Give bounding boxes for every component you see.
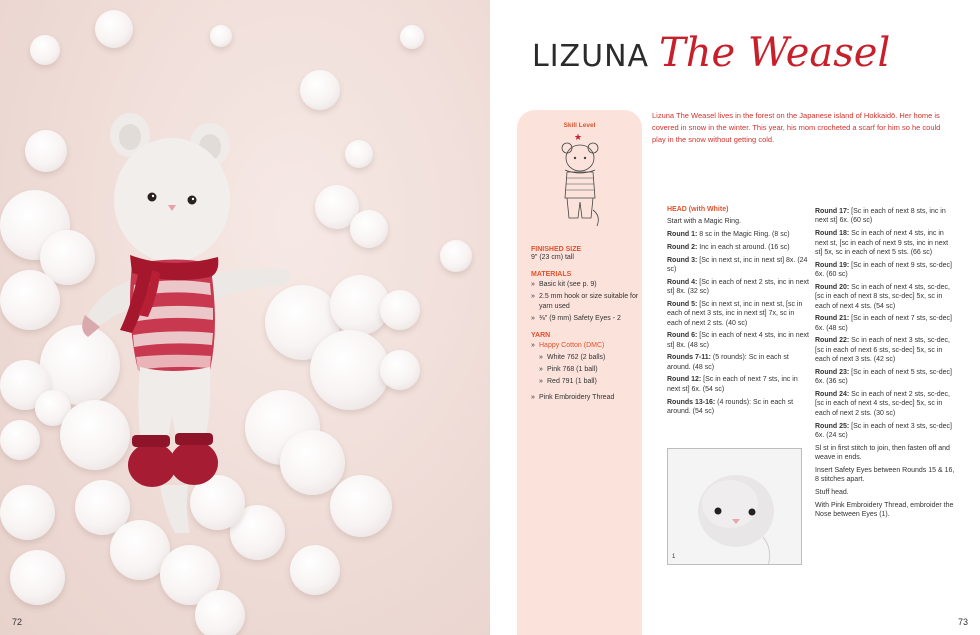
round-instructions: Sc in each of next 4 sts, sc-dec, [sc in each of next 8 sts, sc-dec] 5x, sc in each of next 4 sts. (54 sc) [815,283,951,310]
round-label: Round 24: [815,390,850,398]
finished-size-text: 9" (23 cm) tall [531,254,574,261]
materials-sidebar [517,110,642,635]
skill-level-label: Skill Level [563,122,596,129]
round-instructions: [Sc in each of next 4 sts, inc in next st] 8x. (48 sc) [667,332,809,349]
pompom [380,350,420,390]
round-label: Round 21: [815,315,850,323]
pattern-row [667,230,809,239]
crochet-head-illustration [668,449,802,565]
materials-item: » 2.5 mm hook or size suitable for yarn used [531,292,641,312]
round-instructions: [Sc in each of next 8 sts, inc in next st] 6x. (60 sc) [815,208,946,225]
yarn-color: » Red 791 (1 ball) [531,377,641,387]
round-label: Rounds 13-16: [667,398,716,406]
round-instructions: [Sc in each of next 5 sts, sc-dec] 6x. (36 sc) [815,368,952,386]
round-instructions: [Sc in each of next 7 sts, inc in next st] 6x. (54 sc) [667,376,798,393]
pattern-row [667,243,809,252]
round-instructions: [Sc in next st, inc in next st, [sc in each of next 3 sts, inc in next st] 7x, sc in each of next 2 sts. (40 sc) [667,300,803,327]
pattern-row [815,466,957,485]
title-main: LIZUNA [532,39,650,74]
title-script: The Weasel [659,30,891,76]
pattern-row [815,207,957,226]
pattern-row [815,314,957,333]
round-instructions: [Sc in each of next 9 sts, sc-dec] 6x. (60 sc) [815,261,952,279]
materials-item: » ⅜" (9 mm) Safety Eyes - 2 [531,314,641,324]
star-icon: ★ [574,132,583,142]
pattern-column-1 [667,205,809,420]
round-label: Round 1: [667,231,698,239]
round-instructions: Sl st in first stitch to join, then fasten off and weave in ends. [815,444,950,462]
round-label: Round 20: [815,283,850,291]
pattern-row [815,422,957,441]
pattern-row [667,398,809,417]
pattern-column-2 [815,207,957,523]
round-instructions: [Sc in next st, inc in next st] 8x. (24 sc) [667,256,808,273]
pompom [400,25,424,49]
yarn-extra: » Pink Embroidery Thread [531,393,641,403]
round-instructions: Sc in each of next 3 sts, sc-dec, [sc in each of next 6 sts, sc-dec] 5x, sc in each of next 3 sts. (42 sc) [815,337,951,364]
materials-heading: MATERIALS [531,271,572,278]
round-instructions: [Sc in each of next 2 sts, inc in next st] 8x. (32 sc) [667,278,809,296]
pattern-row [815,336,957,364]
round-instructions: [Sc in each of next 7 sts, sc-dec] 6x. (48 sc) [815,315,952,332]
page-title [532,30,890,90]
pattern-row [667,353,809,372]
pompom [0,420,40,460]
round-instructions: Sc in each of next 4 sts, inc in next st, [sc in each of next 9 sts, inc in next st] 5x, sc in each of next 5 sts. (66 sc) [815,230,949,256]
pompom [10,550,65,605]
pattern-row [667,278,809,297]
pattern-row [815,444,957,463]
pattern-row [815,283,957,311]
pompom [440,240,472,272]
round-instructions: [Sc in each of next 3 sts, sc-dec] 6x. (24 sc) [815,422,952,439]
page-number-left: 72 [12,617,23,627]
pattern-row [815,501,957,520]
materials-list [531,238,641,403]
pattern-row [667,331,809,350]
crochet-doll-illustration [60,105,290,535]
pattern-page [490,0,980,635]
round-label: Round 2: [667,243,698,251]
round-instructions: With Pink Embroidery Thread, embroider the Nose between Eyes (1). [815,501,954,518]
pompom [0,485,55,540]
pompom [310,330,390,410]
yarn-brand: » Happy Cotton (DMC) [531,341,641,351]
pompom [210,25,232,47]
pattern-row [815,488,957,497]
step-photo-number: 1 [672,554,676,560]
round-label: Round 23: [815,368,850,376]
intro-paragraph: Lizuna The Weasel lives in the forest on the Japanese island of Hokkaidō. Her home is covered in snow in the winter. This year, his mom crocheted a scarf for him so he could play in the snow without getting cold. [652,111,941,144]
round-instructions: (5 rounds): Sc in each st around. (48 sc) [667,354,789,371]
pompom [330,475,392,537]
pompom [380,290,420,330]
pattern-row [815,368,957,387]
doll-outline-illustration [557,140,603,228]
pattern-row [815,390,957,418]
section-heading: HEAD (with White) [667,206,729,213]
round-label: Round 5: [667,300,698,308]
round-label: Round 18: [815,230,850,238]
pompom [195,590,245,635]
round-label: Round 6: [667,332,698,340]
round-instructions: (4 rounds): Sc in each st around. (54 sc) [667,398,794,415]
round-instructions: 8 sc in the Magic Ring. (8 sc) [697,231,790,239]
step-photo [667,448,802,565]
pompom [95,10,133,48]
round-label: Round 25: [815,422,850,430]
pompom [290,545,340,595]
round-label: Round 22: [815,337,850,345]
pattern-row [667,300,809,328]
materials-item: » Basic kit (see p. 9) [531,280,641,290]
pattern-row [667,217,809,226]
round-instructions: Sc in each of next 2 sts, sc-dec, [sc in each of next 4 sts, sc-dec] 5x, sc in each of next 2 sts. (30 sc) [815,390,951,417]
pattern-row [815,229,957,257]
round-label: Round 12: [667,376,702,384]
round-instructions: Start with a Magic Ring. [667,218,741,226]
round-label: Round 19: [815,261,850,269]
round-label: Round 4: [667,278,698,286]
pattern-row [815,261,957,280]
yarn-heading: YARN [531,332,551,339]
round-label: Round 3: [667,256,698,264]
yarn-color: » Pink 768 (1 ball) [531,365,641,375]
pattern-row [667,256,809,275]
pattern-row [667,375,809,394]
round-label: Round 17: [815,208,850,215]
pompom [300,70,340,110]
yarn-color: » White 762 (2 balls) [531,353,641,363]
pompom [0,270,60,330]
pompom [30,35,60,65]
pompom [345,140,373,168]
round-instructions: Stuff head. [815,488,849,496]
round-label: Rounds 7-11: [667,354,711,362]
round-instructions: Insert Safety Eyes between Rounds 15 & 16, 8 stitches apart. [815,466,955,484]
round-instructions: Inc in each st around. (16 sc) [697,243,790,251]
finished-size-heading: FINISHED SIZE [531,246,582,253]
pompom [350,210,388,248]
page-number-right: 73 [957,617,968,627]
